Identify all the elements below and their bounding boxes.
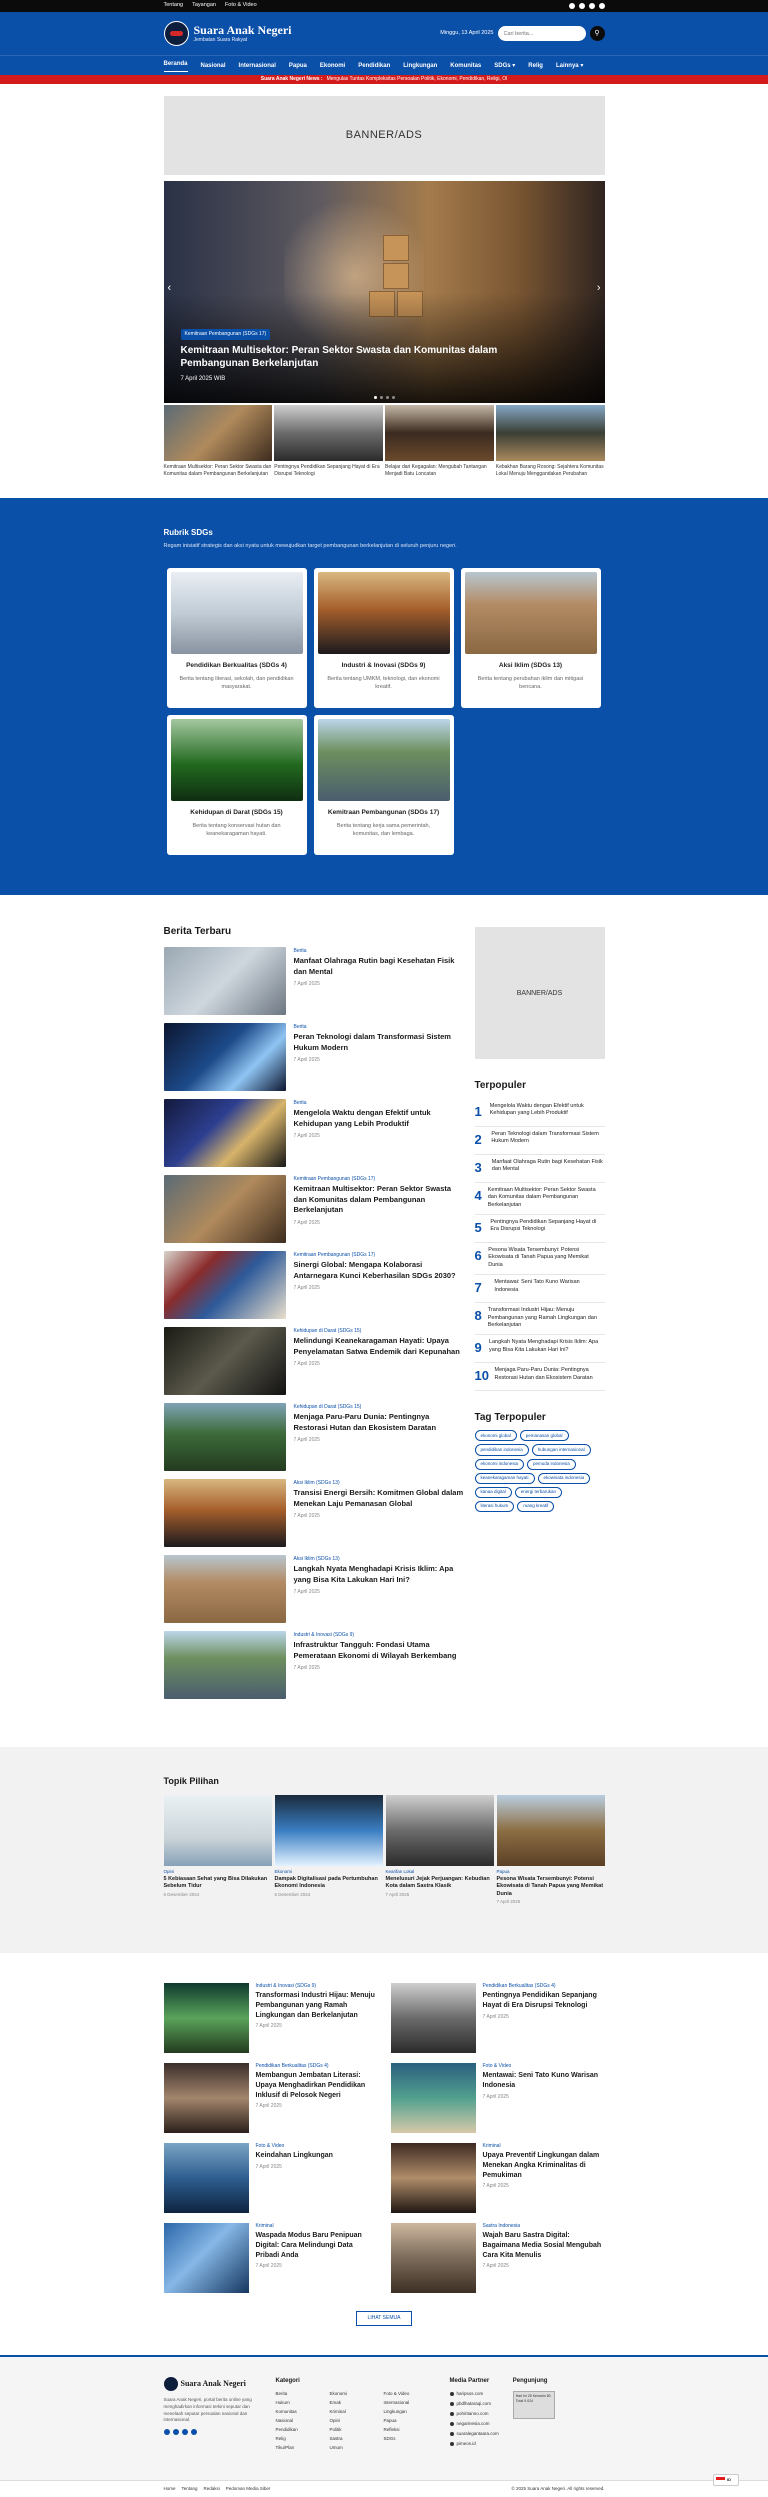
topik-category[interactable]: Ekonomi [275,1869,383,1875]
news-date: 7 April 2025 [294,1057,466,1064]
more-news-image [391,1983,476,2053]
more-news-title[interactable]: Membangun Jembatan Literasi: Upaya Menghadirkan Pendidikan Inklusif di Pelosok Negeri [256,2071,378,2100]
news-item[interactable] [164,1175,466,1243]
topik-card-title[interactable]: 5 Kebiasaan Sehat yang Bisa Dilakukan Sebelum Tidur [164,1876,272,1891]
topik-title: Topik Pilihan [164,1775,605,1787]
copyright: © 2025 Suara Anak Negeri. All rights reserved. [511,2486,604,2492]
tag-chip[interactable]: ekonomi indonesia [475,1459,525,1470]
news-item[interactable] [164,1631,466,1699]
slider-prev-icon[interactable]: ‹ [168,281,172,296]
popular-rank: 3 [475,1159,486,1177]
nav-komunitas[interactable]: Komunitas [450,62,481,70]
news-date: 7 April 2025 [294,1437,466,1444]
news-category[interactable]: Aksi Iklim (SDGs 13) [294,1480,466,1487]
popular-item[interactable] [475,1155,605,1183]
bottom-link-redaksi[interactable]: Redaksi [204,2486,220,2492]
site-footer [0,2355,768,2480]
news-item[interactable] [164,1023,466,1091]
popular-title: Terpopuler [475,1079,605,1093]
popular-title-text: Pentingnya Pendidikan Sepanjang Hayat di Era Disrupsi Teknologi [490,1219,604,1234]
topik-image [386,1795,494,1866]
slider-next-icon[interactable]: › [597,281,601,296]
footer-cat-link[interactable]: Sastra [330,2436,382,2442]
slider-dots[interactable] [164,396,605,399]
news-image [164,1403,286,1471]
news-title[interactable]: Manfaat Olahraga Rutin bagi Kesehatan Fisik dan Mental [294,956,466,977]
header-date: Minggu, 13 April 2025 [440,30,493,37]
news-category[interactable]: Kehidupan di Darat (SDGs 15) [294,1328,466,1335]
popular-item[interactable] [475,1303,605,1335]
popular-item[interactable] [475,1127,605,1155]
thumb-image [385,405,494,461]
banner-ads[interactable]: BANNER/ADS [164,96,605,175]
popular-rank: 2 [475,1131,486,1149]
news-title[interactable]: Langkah Nyata Menghadapi Krisis Iklim: Apa yang Bisa Kita Lakukan Hari Ini? [294,1564,466,1585]
popular-item[interactable] [475,1363,605,1391]
rubrik-title: Rubrik SDGs [164,528,605,539]
sdg-card-title: Industri & Inovasi (SDGs 9) [318,662,450,671]
partner-link[interactable]: pohiritanno.com [450,2411,499,2417]
news-item[interactable] [164,1251,466,1319]
popular-title-text: Kemitraan Multisektor: Peran Sektor Swasta dan Komunitas dalam Pembangunan Berkelanjutan [488,1187,605,1210]
popular-item[interactable] [475,1215,605,1243]
more-news-title[interactable]: Transformasi Industri Hijau: Menuju Pembangunan yang Ramah Lingkungan dan Berkelanjutan [256,1991,378,2020]
more-news-category[interactable]: Sastra Indonesia [483,2223,605,2230]
news-item[interactable] [164,1555,466,1623]
footer-category-list [276,2391,436,2451]
nav-lingkungan[interactable]: Lingkungan [403,62,437,70]
news-item[interactable] [164,1099,466,1167]
sdg-card[interactable] [314,715,454,855]
news-item[interactable] [164,1327,466,1395]
thumb-title: Kemitraan Multisektor: Peran Sektor Swasta dan Komunitas dalam Pembangunan Berkelanjutan [164,464,273,477]
popular-item[interactable] [475,1275,605,1303]
youtube-icon[interactable] [182,2429,188,2435]
footer-cat-link[interactable]: Umum [330,2445,382,2451]
sdg-card-image [171,572,303,654]
facebook-icon[interactable] [164,2429,170,2435]
news-item[interactable] [164,1403,466,1471]
tag-chip[interactable]: ekowisata indonesia [538,1473,591,1484]
footer-about: Suara Anak Negeri, portal berita online yang menghadirkan informasi terkini seputar dan menelaah seputar persoalan nasional dan internasional. [164,2397,262,2424]
partner-link[interactable]: pbdlhataraqi.com [450,2401,499,2407]
ticker-label: Suara Anak Negeri News : [261,76,323,83]
news-title[interactable]: Kemitraan Multisektor: Peran Sektor Swasta dan Komunitas dalam Pembangunan Berkelanjutan [294,1184,466,1216]
more-news-date: 7 April 2025 [483,2183,605,2190]
news-item[interactable] [164,947,466,1015]
footer-cat-link[interactable]: Lingkungan [384,2409,436,2415]
popular-rank: 5 [475,1219,485,1237]
footer-brand-name[interactable]: Suara Anak Negeri [181,2379,246,2390]
popular-item[interactable] [475,1183,605,1215]
tag-chip[interactable]: literasi hukum [475,1501,515,1512]
popular-rank: 10 [475,1367,489,1385]
more-news-title[interactable]: Keindahan Lingkungan [256,2151,333,2161]
more-news-image [164,1983,249,2053]
more-news-category[interactable]: Kriminal [256,2223,378,2230]
news-title[interactable]: Menjaga Paru-Paru Dunia: Pentingnya Restorasi Hutan dan Ekosistem Daratan [294,1412,466,1433]
sdg-card-title: Aksi Iklim (SDGs 13) [465,662,597,671]
news-category[interactable]: Aksi Iklim (SDGs 13) [294,1556,466,1563]
main-nav [0,55,768,75]
popular-rank: 6 [475,1247,483,1265]
bottom-link-home[interactable]: Home [164,2486,176,2492]
more-news-item[interactable] [164,2063,378,2133]
popular-title-text: Mengelola Waktu dengan Efektif untuk Kehidupan yang Lebih Produktif [490,1103,605,1118]
brand-tagline: Jembatan Suara Rakyat [194,37,292,44]
footer-cat-link[interactable]: Komunitas [276,2409,328,2415]
more-news-category[interactable]: Industri & Inovasi (SDGs 9) [256,1983,378,1990]
youtube-icon[interactable] [589,3,595,9]
more-news-item[interactable] [164,2223,378,2293]
topik-category[interactable]: Kearifan Lokal [386,1869,494,1875]
news-image [164,1099,286,1167]
slider-thumb[interactable] [274,405,383,477]
popular-title-text: Transformasi Industri Hijau: Menuju Pembangunan yang Ramah Lingkungan dan Berkelanjutan [488,1307,605,1330]
footer-cat-link[interactable]: Refleksi [384,2427,436,2433]
news-category[interactable]: Kemitraan Pembangunan (SDGs 17) [294,1176,466,1183]
news-date: 7 April 2025 [294,1589,466,1596]
popular-title-text: Menjaga Paru-Paru Dunia: Pentingnya Restorasi Hutan dan Ekosistem Daratan [495,1367,605,1382]
bottom-link-pedoman[interactable]: Pedoman Media Siber [226,2486,271,2492]
partner-link[interactable]: haripsos.com [450,2391,499,2397]
site-header [0,12,768,55]
topik-image [164,1795,272,1866]
slider-category-badge[interactable]: Kemitraan Pembangunan (SDGs 17) [181,329,271,340]
slider-dot[interactable] [380,396,383,399]
news-title[interactable]: Mengelola Waktu dengan Efektif untuk Kehidupan yang Lebih Produktif [294,1108,466,1129]
more-news-date: 7 April 2025 [256,2164,333,2171]
sdg-card-title: Kemitraan Pembangunan (SDGs 17) [318,809,450,818]
sidebar [475,925,605,1707]
visitor-counter: Hari Ini 25 Kemarin 80 Total 9.024 [513,2391,555,2419]
thumb-title: Belajar dari Kegagalan: Mengubah Tantangan Menjadi Batu Loncatan [385,464,494,477]
tag-chip[interactable]: kanaa digital [475,1487,512,1498]
brand-name: Suara Anak Negeri [194,24,292,37]
more-news-category[interactable]: Pendidikan Berkualitas (SDGs 4) [256,2063,378,2070]
news-date: 7 April 2025 [294,1665,466,1672]
more-news-image [164,2223,249,2293]
news-date: 7 April 2025 [294,1133,466,1140]
sdg-card[interactable] [167,568,307,708]
news-date: 7 April 2025 [294,1220,466,1227]
instagram-icon[interactable] [173,2429,179,2435]
more-news-title[interactable]: Wajah Baru Sastra Digital: Bagaimana Media Sosial Mengubah Cara Kita Menulis [483,2231,605,2260]
thumb-image [274,405,383,461]
slider-dot[interactable] [374,396,377,399]
brand[interactable] [164,21,292,46]
news-image [164,1479,286,1547]
more-news-item[interactable] [391,2223,605,2293]
more-news-image [164,2143,249,2213]
nav-lainnya-label: Lainnya [556,63,579,69]
news-date: 7 April 2025 [294,1513,466,1520]
slider-dot[interactable] [386,396,389,399]
news-title[interactable]: Melindungi Keanekaragaman Hayati: Upaya Penyelamatan Satwa Endemik dari Kepunahan [294,1336,466,1357]
footer-cat-link[interactable]: Papua [384,2418,436,2424]
news-date: 7 April 2025 [294,1285,466,1292]
topik-card-title[interactable]: Menelusuri Jejak Perjuangan: Kebudian Kota dalam Sastra Klasik [386,1876,494,1891]
footer-cat-link[interactable]: Berita [276,2391,328,2397]
more-news-item[interactable] [164,2143,378,2213]
more-news-title[interactable]: Upaya Preventif Lingkungan dalam Menekan Angka Kriminalitas di Pemukiman [483,2151,605,2180]
slider-dot[interactable] [392,396,395,399]
search-icon: ⚲ [594,29,599,38]
slider-thumb[interactable] [496,405,605,477]
footer-cat-link[interactable]: Kriminal [330,2409,382,2415]
load-more-button[interactable]: LIHAT SEMUA [356,2311,412,2326]
language-label: ID [727,2477,731,2482]
news-category[interactable]: Kehidupan di Darat (SDGs 15) [294,1404,466,1411]
popular-rank: 8 [475,1307,482,1325]
facebook-icon[interactable] [569,3,575,9]
topbar-link-foto-video[interactable]: Foto & Video [225,2,257,9]
sdg-card-desc: Berita tentang UMKM, teknologi, dan ekonomi kreatif. [318,675,450,692]
search-button[interactable] [590,26,605,41]
tag-chip[interactable]: pemanasan global [520,1430,569,1441]
partner-link[interactable]: suaralegantaara.com [450,2431,499,2437]
topik-date: 6 Desember 2024 [164,1892,272,1898]
logo-icon [164,21,189,46]
topik-image [275,1795,383,1866]
more-news-date: 7 April 2025 [483,2014,605,2021]
footer-cat-link[interactable]: Nasional [276,2418,328,2424]
footer-cat-link[interactable]: SDGs [384,2436,436,2442]
footer-cat-title: Kategori [276,2377,436,2385]
bottom-bar [0,2480,768,2497]
more-news-date: 7 April 2025 [256,2103,378,2110]
top-bar [0,0,768,12]
footer-counter-title: Pengunjung [513,2377,555,2385]
tag-chip[interactable]: keanekaragaman hayati [475,1473,535,1484]
topik-card[interactable] [164,1795,272,1905]
ticker-text[interactable]: Mengulas Tuntas Kompleksitas Persoalan Politik, Ekonomi, Pendidikan, Religi, Ol [327,76,508,83]
topik-card-title[interactable]: Pesona Wisata Tersembunyi: Potensi Ekowisata di Tanah Papua yang Memikat Dunia [497,1876,605,1898]
news-date: 7 April 2025 [294,981,466,988]
footer-cat-link[interactable]: Politik [330,2427,382,2433]
latest-title: Berita Terbaru [164,925,466,939]
tag-chip[interactable]: hubungan internasional [532,1444,591,1455]
news-image [164,1023,286,1091]
more-news-image [391,2223,476,2293]
footer-cat-link[interactable]: Internasional [384,2400,436,2406]
popular-title-text: Peran Teknologi dalam Transformasi Sistem Hukum Modern [491,1131,604,1146]
more-news-date: 7 April 2025 [256,2023,378,2030]
more-news-image [391,2063,476,2133]
more-news-title[interactable]: Pentingnya Pendidikan Sepanjang Hayat di Era Disrupsi Teknologi [483,1991,605,2011]
topik-category[interactable]: Opini [164,1869,272,1875]
slider-date: 7 April 2025 WIB [181,375,565,383]
more-news-date: 7 April 2025 [256,2263,378,2270]
more-news-item[interactable] [391,2063,605,2133]
news-category[interactable]: Industri & Inovasi (SDGs 9) [294,1632,466,1639]
indonesia-flag-icon [716,2477,725,2483]
topik-card-title[interactable]: Dampak Digitalisasi pada Pertumbuhan Ekonomi Indonesia [275,1876,383,1891]
popular-title-text: Pesona Wisata Tersembunyi: Potensi Ekowisata di Tanah Papua yang Memikat Dunia [488,1247,604,1270]
nav-relig[interactable]: Relig [528,62,543,70]
topik-pilihan-section [0,1747,768,1954]
rubrik-sdgs-section [0,498,768,895]
chevron-down-icon: ▾ [512,63,515,69]
topbar-link-tayangan[interactable]: Tayangan [192,2,216,9]
footer-partners-title: Media Partner [450,2377,499,2385]
more-news-image [391,2143,476,2213]
tag-chip[interactable]: energi terbarukan [515,1487,562,1498]
thumb-image [496,405,605,461]
nav-nasional[interactable]: Nasional [201,62,226,70]
thumb-title: Pentingnya Pendidikan Sepanjang Hayat di Era Disrupsi Teknologi [274,464,383,477]
footer-cat-link[interactable]: Ekonomi [330,2391,382,2397]
sdg-card-desc: Berita tentang konservasi hutan dan keanekaragaman hayati. [171,822,303,839]
popular-rank: 4 [475,1187,482,1205]
popular-rank: 7 [475,1279,489,1297]
thumb-title: Kebakhan Barang Rosong: Sejahtera Komunitas Lokal Menuju Menggandakan Perubahan [496,464,605,477]
hero-slider[interactable] [164,181,605,403]
slider-title[interactable]: Kemitraan Multisektor: Peran Sektor Swasta dan Komunitas dalam Pembangunan Berkelanjutan [181,344,565,371]
news-category[interactable]: Kemitraan Pembangunan (SDGs 17) [294,1252,466,1259]
sdg-card-title: Pendidikan Berkualitas (SDGs 4) [171,662,303,671]
more-news-title[interactable]: Waspada Modus Baru Penipuan Digital: Cara Melindungi Data Pribadi Anda [256,2231,378,2260]
popular-item[interactable] [475,1335,605,1363]
sdg-card-desc: Berita tentang perubahan iklim dan mitigasi bencana. [465,675,597,692]
partner-link[interactable]: pimeos.id [450,2441,499,2447]
popular-rank: 9 [475,1339,484,1357]
news-image [164,1251,286,1319]
news-image [164,1555,286,1623]
thumb-image [164,405,273,461]
popular-item[interactable] [475,1243,605,1275]
sidebar-ads[interactable]: BANNER/ADS [475,927,605,1059]
news-title[interactable]: Sinergi Global: Mengapa Kolaborasi Antarnegara Kunci Keberhasilan SDGs 2030? [294,1260,466,1281]
news-image [164,1175,286,1243]
nav-papua[interactable]: Papua [289,62,307,70]
sdg-card-title: Kehidupan di Darat (SDGs 15) [171,809,303,818]
tag-chip[interactable]: pemuda indonesia [527,1459,576,1470]
sdg-card-image [171,719,303,801]
rubrik-desc: Regam inisiatif strategis dan aksi nyata untuk mewujudkan target pembangunan berkelanjutan di seluruh penjuru negeri. [164,543,605,550]
news-title[interactable]: Infrastruktur Tangguh: Fondasi Utama Pemerataan Ekonomi di Wilayah Berkembang [294,1640,466,1661]
popular-item[interactable] [475,1099,605,1127]
nav-lainnya[interactable] [556,62,583,70]
more-news-category[interactable]: Foto & Video [256,2143,333,2150]
news-category[interactable]: Berita [294,948,466,955]
topik-date: 6 Desember 2024 [275,1892,383,1898]
footer-cat-link[interactable]: Opini [330,2418,382,2424]
popular-title-text: Langkah Nyata Menghadapi Krisis Iklim: Apa yang Bisa Kita Lakukan Hari Ini? [489,1339,605,1354]
topik-card[interactable] [386,1795,494,1905]
popular-title-text: Manfaat Olahraga Rutin bagi Kesehatan Fisik dan Mental [492,1159,605,1174]
topik-card[interactable] [497,1795,605,1905]
sdg-card-desc: Berita tentang kerja sama pemerintah, komunitas, dan lembaga. [318,822,450,839]
slider-thumb[interactable] [164,405,273,477]
nav-sdgs-label: SDGs [494,63,510,69]
sdg-card[interactable] [167,715,307,855]
footer-cat-link[interactable]: Emak [330,2400,382,2406]
sdg-card-image [318,719,450,801]
sdg-card[interactable] [461,568,601,708]
footer-logo-icon[interactable] [164,2377,178,2391]
topbar-link-tentang[interactable]: Tentang [164,2,184,9]
more-news-title[interactable]: Mentawai: Seni Tato Kuno Warisan Indonesia [483,2071,605,2091]
news-category[interactable]: Berita [294,1024,466,1031]
topik-card[interactable] [275,1795,383,1905]
topik-image [497,1795,605,1866]
latest-news [164,925,466,1707]
footer-cat-link[interactable]: Tiku/Plan [276,2445,328,2451]
news-image [164,947,286,1015]
nav-ekonomi[interactable]: Ekonomi [320,62,345,70]
more-news-category[interactable]: Foto & Video [483,2063,605,2070]
footer-cat-link[interactable]: Relig [276,2436,328,2442]
whatsapp-icon[interactable] [599,3,605,9]
nav-sdgs[interactable] [494,62,515,70]
news-title[interactable]: Transisi Energi Bersih: Komitmen Global dalam Menekan Laju Pemanasan Global [294,1488,466,1509]
footer-partner-list [450,2391,499,2447]
more-news-item[interactable] [391,2143,605,2213]
more-news-item[interactable] [164,1983,378,2053]
news-category[interactable]: Berita [294,1100,466,1107]
sdg-card-image [465,572,597,654]
more-news-category[interactable]: Pendidikan Berkualitas (SDGs 4) [483,1983,605,1990]
news-title[interactable]: Peran Teknologi dalam Transformasi Sistem Hukum Modern [294,1032,466,1053]
more-news-date: 7 April 2025 [483,2263,605,2270]
tags-title: Tag Terpopuler [475,1411,605,1425]
popular-rank: 1 [475,1103,484,1121]
nav-pendidikan[interactable]: Pendidikan [358,62,390,70]
news-item[interactable] [164,1479,466,1547]
partner-link[interactable]: negarinesia.com [450,2421,499,2427]
news-image [164,1631,286,1699]
more-news-image [164,2063,249,2133]
slider-thumb[interactable] [385,405,494,477]
sdg-card-desc: Berita tentang literasi, sekolah, dan pendidikan masyarakat. [171,675,303,692]
tag-list [475,1430,605,1511]
bottom-link-tentang[interactable]: Tentang [182,2486,198,2492]
sdg-card-image [318,572,450,654]
news-image [164,1327,286,1395]
footer-cat-link[interactable]: Foto & Video [384,2391,436,2397]
sdg-card[interactable] [314,568,454,708]
topik-category[interactable]: Papua [497,1869,605,1875]
instagram-icon[interactable] [579,3,585,9]
language-switcher[interactable] [713,2474,739,2486]
more-news-item[interactable] [391,1983,605,2053]
popular-title-text: Mentawai: Seni Tato Kuno Warisan Indonesia [494,1279,604,1294]
footer-cat-link[interactable]: Hukum [276,2400,328,2406]
topik-date: 7 April 2025 [497,1899,605,1905]
more-news-category[interactable]: Kriminal [483,2143,605,2150]
footer-cat-link[interactable]: Pendidikan [276,2427,328,2433]
whatsapp-icon[interactable] [191,2429,197,2435]
topik-date: 7 April 2025 [386,1892,494,1898]
tag-chip[interactable]: ruang kreatif [517,1501,554,1512]
news-ticker [0,75,768,84]
slider-thumbnails [164,405,605,477]
news-date: 7 April 2025 [294,1361,466,1368]
search-input[interactable] [498,26,586,41]
more-news-grid [164,1983,605,2303]
chevron-down-icon: ▾ [580,63,583,69]
more-news-date: 7 April 2025 [483,2094,605,2101]
tag-chip[interactable]: ekonomi global [475,1430,517,1441]
nav-internasional[interactable]: Internasional [239,62,276,70]
tag-chip[interactable]: pendidikan indonesia [475,1444,529,1455]
nav-beranda[interactable]: Beranda [164,60,188,71]
